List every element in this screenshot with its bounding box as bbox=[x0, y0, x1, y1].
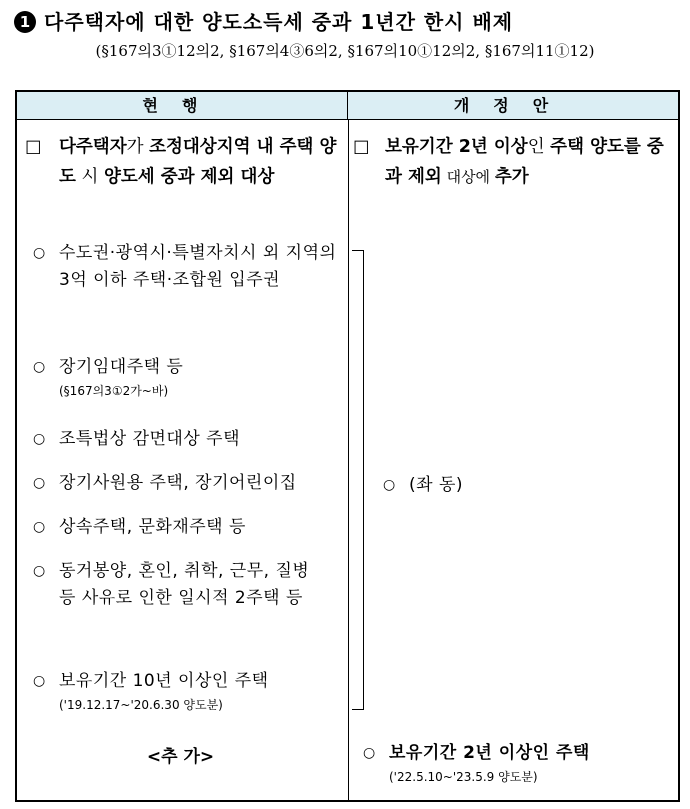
circle-bullet-icon: ○ bbox=[33, 673, 46, 689]
circle-bullet-icon: ○ bbox=[383, 477, 396, 493]
list-item-text: 보유기간 10년 이상인 주택 bbox=[59, 671, 269, 691]
list-item-text: 상속주택, 문화재주택 등 bbox=[59, 517, 246, 537]
list-item-text: 수도권·광역시·특별자치시 외 지역의 3억 이하 주택·조합원 입주권 bbox=[59, 243, 337, 290]
list-item bbox=[33, 426, 345, 453]
revised-main-part2: 인 bbox=[527, 137, 551, 157]
revised-main-part1: 보유기간 2년 이상 bbox=[385, 137, 528, 157]
list-item bbox=[33, 470, 345, 497]
add-label: <추 가> bbox=[146, 747, 215, 767]
list-item-text: 장기임대주택 등 bbox=[59, 357, 184, 377]
list-item bbox=[33, 240, 345, 294]
comparison-table bbox=[15, 90, 680, 802]
legal-reference: (§167의3①12의2, §167의4③6의2, §167의10①12의2, §167의11①12) bbox=[95, 42, 595, 60]
list-item bbox=[33, 668, 345, 715]
list-item-note: ('19.12.17~'20.6.30 양도분) bbox=[59, 698, 223, 712]
list-item bbox=[33, 514, 345, 541]
section-title bbox=[14, 6, 684, 35]
revised-new-item-note: ('22.5.10~'23.5.9 양도분) bbox=[389, 770, 538, 784]
list-item-note: (§167의3①2가~바) bbox=[59, 384, 169, 398]
revised-main-part3: 주택 양도를 중과 제외 bbox=[385, 137, 664, 187]
list-item bbox=[33, 558, 323, 612]
revised-main-part5: 추가 bbox=[494, 167, 529, 187]
current-main-part5: 양도세 중과 제외 대상 bbox=[103, 167, 275, 187]
list-item bbox=[33, 354, 345, 401]
list-item-text: 장기사원용 주택, 장기어린이집 bbox=[59, 473, 297, 493]
current-main-part3: 조정대상지역 내 주택 양도 bbox=[59, 137, 337, 187]
circle-bullet-icon: ○ bbox=[363, 745, 376, 761]
revised-new-item bbox=[363, 740, 675, 787]
list-item-text: 동거봉양, 혼인, 취학, 근무, 질병 등 사유로 인한 일시적 2주택 등 bbox=[59, 561, 310, 608]
header-revised: 개정안 bbox=[348, 92, 678, 120]
section-number-badge: 1 bbox=[14, 11, 36, 33]
current-main-part4: 시 bbox=[75, 167, 104, 187]
current-main-part2: 가 bbox=[126, 137, 150, 157]
header-current: 현행 bbox=[17, 92, 348, 120]
same-as-left-item bbox=[383, 472, 663, 499]
section-title-text: 다주택자에 대한 양도소득세 중과 1년간 한시 배제 bbox=[44, 10, 514, 34]
square-bullet-icon: □ bbox=[353, 137, 370, 157]
same-as-left-text: (좌 동) bbox=[409, 475, 464, 495]
revised-main-clause bbox=[355, 132, 677, 192]
revised-new-item-text: 보유기간 2년 이상인 주택 bbox=[389, 743, 590, 763]
revised-main-part4: 대상에 bbox=[441, 168, 495, 186]
circle-bullet-icon: ○ bbox=[33, 245, 46, 261]
column-divider bbox=[348, 120, 349, 800]
circle-bullet-icon: ○ bbox=[33, 475, 46, 491]
square-bullet-icon: □ bbox=[25, 137, 42, 157]
circle-bullet-icon: ○ bbox=[33, 359, 46, 375]
grouping-bracket bbox=[352, 250, 364, 710]
circle-bullet-icon: ○ bbox=[33, 563, 46, 579]
circle-bullet-icon: ○ bbox=[33, 519, 46, 535]
current-main-clause bbox=[25, 132, 340, 192]
list-item-text: 조특법상 감면대상 주택 bbox=[59, 429, 241, 449]
current-main-part1: 다주택자 bbox=[59, 137, 127, 157]
circle-bullet-icon: ○ bbox=[33, 431, 46, 447]
